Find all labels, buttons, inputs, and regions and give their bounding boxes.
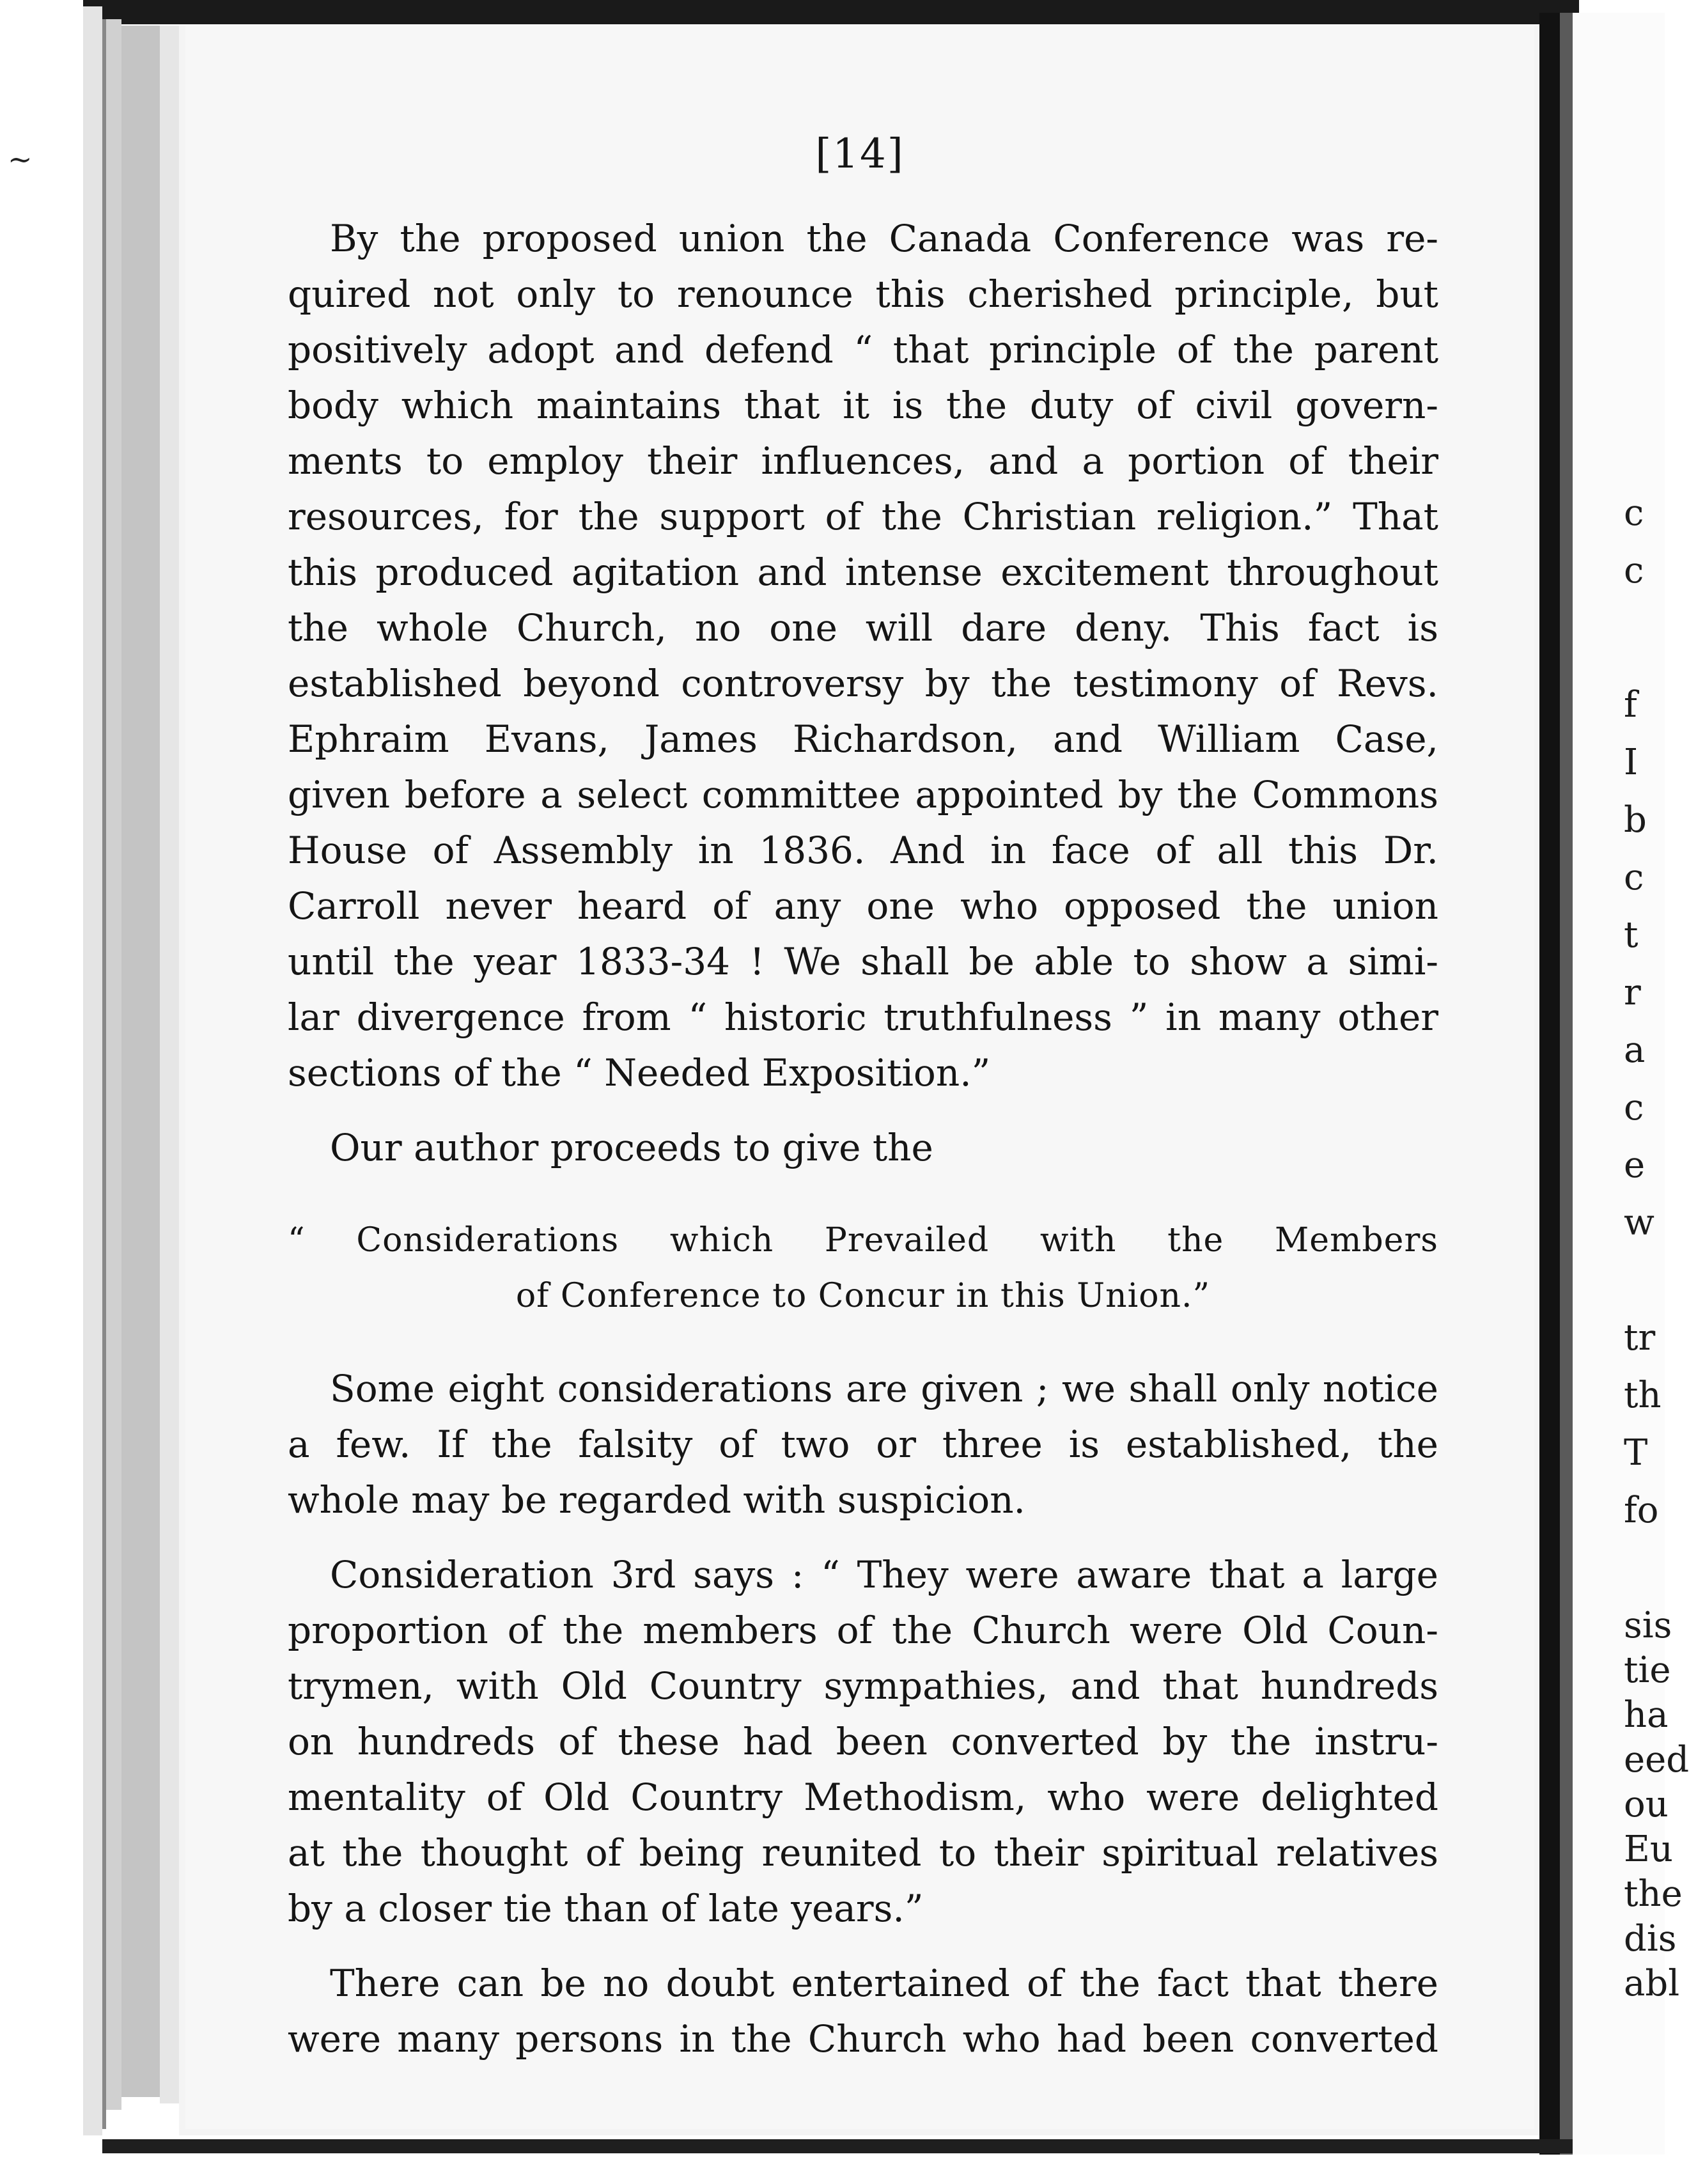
facing-page-fragment: e: [1624, 1144, 1646, 1186]
bottom-scan-border: [102, 2139, 1573, 2153]
text-line: Ephraim Evans, James Richardson, and William Case,: [288, 717, 1438, 761]
left-gutter-line: [102, 19, 106, 2129]
text-line: at the thought of being reunited to their spiritual relatives: [288, 1831, 1438, 1875]
book-page: [185, 26, 1534, 2129]
facing-page-fragment: tie: [1624, 1650, 1671, 1691]
spine-shadow: [1560, 13, 1573, 2155]
text-line: sections of the “ Needed Exposition.”: [288, 1051, 991, 1095]
facing-page-fragment: dis: [1624, 1918, 1677, 1960]
body-text: [288, 211, 1438, 2067]
text-line: given before a select committee appointed by the Commons: [288, 773, 1438, 816]
facing-page-fragment: t: [1624, 914, 1638, 956]
facing-page-fragment: abl: [1624, 1963, 1680, 2004]
text-line: until the year 1833-34 ! We shall be able to show a simi-: [288, 940, 1438, 983]
facing-page-text-fragments: [1624, 0, 1689, 2184]
facing-page-fragment: c: [1624, 1087, 1644, 1128]
facing-page-fragment: f: [1624, 684, 1637, 726]
margin-mark: ~: [8, 142, 33, 176]
facing-page-fragment: tr: [1624, 1317, 1656, 1359]
section-heading: [288, 1213, 1438, 1324]
facing-page-fragment: Eu: [1624, 1829, 1673, 1870]
facing-page-fragment: r: [1624, 972, 1641, 1013]
facing-page-fragment: c: [1624, 857, 1644, 898]
text-line: House of Assembly in 1836. And in face of all this Dr.: [288, 829, 1438, 872]
facing-page-fragment: c: [1624, 492, 1644, 534]
text-line: trymen, with Old Country sympathies, and that hundreds: [288, 1664, 1438, 1708]
facing-page-fragment: fo: [1624, 1490, 1659, 1531]
text-line: resources, for the support of the Christian religion.” That: [288, 495, 1438, 538]
facing-page-fragment: c: [1624, 550, 1644, 591]
text-line: a few. If the falsity of two or three is established, the: [288, 1423, 1438, 1466]
text-line: quired not only to renounce this cherished principle, but: [288, 272, 1438, 316]
text-line: positively adopt and defend “ that principle of the parent: [288, 328, 1438, 371]
text-line: body which maintains that it is the duty of civil govern-: [288, 384, 1438, 427]
text-line: By the proposed union the Canada Conference was re-: [330, 217, 1438, 260]
text-line: Our author proceeds to give the: [330, 1126, 933, 1169]
text-line: ments to employ their influences, and a portion of their: [288, 439, 1438, 483]
page-edge: [121, 26, 160, 2097]
text-line: lar divergence from “ historic truthfulness ” in many other: [288, 995, 1438, 1039]
facing-page-fragment: th: [1624, 1375, 1662, 1416]
text-line: Consideration 3rd says : “ They were aware that a large: [330, 1553, 1438, 1596]
text-line: proportion of the members of the Church were Old Coun-: [288, 1609, 1438, 1652]
text-line: Carroll never heard of any one who opposed the union: [288, 884, 1438, 928]
facing-page-fragment: eed: [1624, 1739, 1689, 1781]
facing-page-fragment: w: [1624, 1202, 1654, 1244]
facing-page-fragment: I: [1624, 742, 1638, 783]
paragraph: [288, 1120, 1438, 1176]
facing-page-fragment: ha: [1624, 1694, 1669, 1736]
facing-page-fragment: b: [1624, 799, 1647, 841]
paragraph: [288, 1361, 1438, 1528]
text-line: this produced agitation and intense excitement throughout: [288, 550, 1438, 594]
text-line: There can be no doubt entertained of the fact that there: [330, 1962, 1438, 2005]
facing-page-fragment: sis: [1624, 1605, 1672, 1646]
text-line: established beyond controversy by the testimony of Revs.: [288, 662, 1438, 705]
paragraph: [288, 211, 1438, 1101]
paragraph: [288, 1956, 1438, 2067]
heading-line-2: of Conference to Concur in this Union.”: [515, 1277, 1211, 1315]
facing-page-fragment: a: [1624, 1029, 1646, 1071]
heading-line-1: “ Considerations which Prevailed with the Members: [288, 1221, 1438, 1260]
page-edge: [160, 26, 179, 2103]
page-number: [14]: [815, 130, 905, 178]
top-scan-border: [83, 0, 1579, 24]
facing-page-fragment: the: [1624, 1873, 1683, 1915]
paragraphs-after-heading: [288, 1361, 1438, 2067]
text-line: whole may be regarded with suspicion.: [288, 1478, 1025, 1522]
text-line: were many persons in the Church who had been converted: [288, 2017, 1438, 2061]
paragraph: [288, 1547, 1438, 1937]
facing-page-fragment: T: [1624, 1432, 1648, 1474]
facing-page-fragment: ou: [1624, 1784, 1669, 1825]
text-line: mentality of Old Country Methodism, who were delighted: [288, 1775, 1438, 1819]
text-line: on hundreds of these had been converted by the instru-: [288, 1720, 1438, 1763]
text-line: Some eight considerations are given ; we shall only notice: [330, 1367, 1438, 1410]
text-line: the whole Church, no one will dare deny. This fact is: [288, 606, 1438, 650]
text-line: by a closer tie than of late years.”: [288, 1887, 924, 1930]
paragraphs-before-heading: [288, 211, 1438, 1176]
page-edge: [83, 6, 102, 2135]
book-spine: [1539, 13, 1560, 2155]
